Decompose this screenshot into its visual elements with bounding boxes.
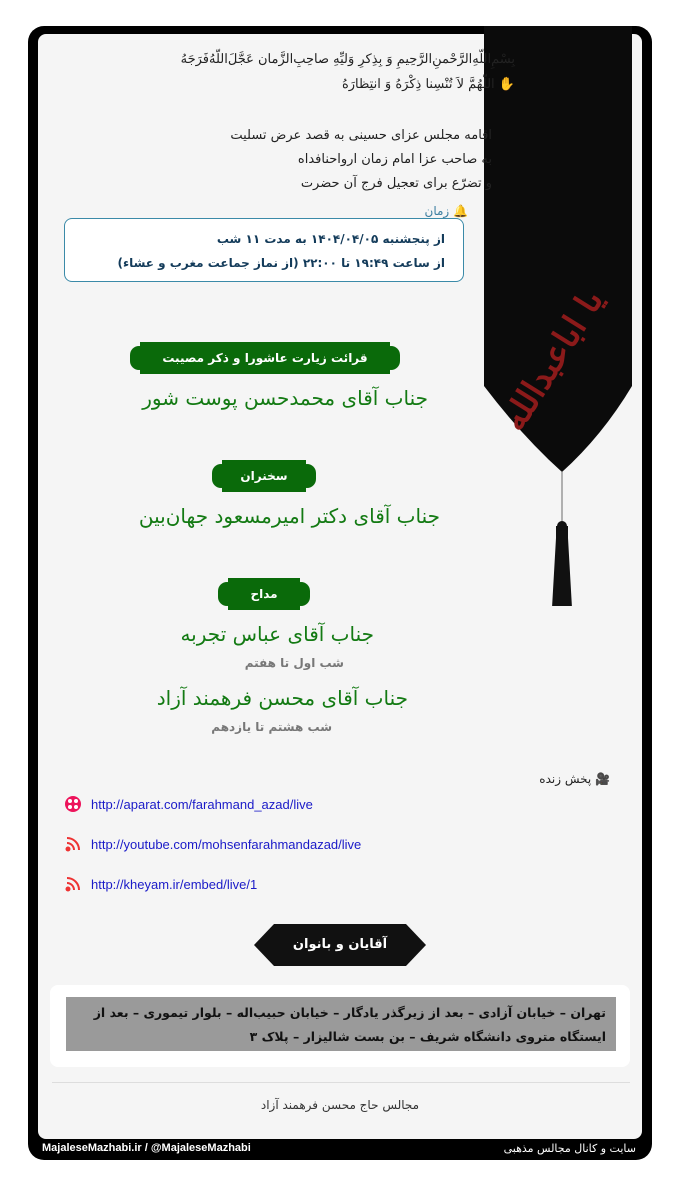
footer-title: مجالس حاج محسن فرهمند آزاد bbox=[260, 1098, 420, 1112]
black-flag-icon bbox=[484, 26, 634, 606]
ziarat-banner: قرائت زیارت عاشورا و ذکر مصیبت bbox=[140, 342, 390, 374]
live-title bbox=[539, 772, 610, 786]
prayer-line: اللّهُمَّ لاَ تُنْسِنا ذِکْرَهُ وَ انتِظارَهُ bbox=[341, 77, 495, 92]
live-link-kheyam bbox=[64, 874, 257, 894]
broadcast-icon bbox=[64, 875, 82, 893]
youtube-link[interactable]: http://youtube.com/mohsenfarahmandazad/live bbox=[91, 836, 362, 852]
footer-divider bbox=[52, 1082, 630, 1083]
aparat-link[interactable]: http://aparat.com/farahmand_azad/live bbox=[91, 796, 313, 812]
kheyam-link[interactable]: http://kheyam.ir/embed/live/1 bbox=[91, 876, 258, 892]
camera-icon: 🎥 bbox=[595, 772, 610, 786]
live-title-text: پخش زنده bbox=[539, 772, 592, 786]
address-text: تهران – خیابان آزادی – بعد از زیرگذر یادگار – خیابان حبیب‌اله – بلوار تیموری – بعد از ایستگاه متروی دانشگاه شریف – بن بست شالیزار – پلاک ۳ bbox=[66, 997, 616, 1051]
time-line-2: از ساعت ۱۹:۴۹ تا ۲۲:۰۰ (از نماز جماعت مغرب و عشاء) bbox=[117, 256, 445, 270]
intro-line-1: اقامه مجلس عزای حسینی به قصد عرض تسلیت bbox=[230, 128, 492, 143]
audience-badge bbox=[254, 924, 426, 966]
time-line-1: از پنجشنبه ۱۴۰۴/۰۴/۰۵ به مدت ۱۱ شب bbox=[216, 232, 445, 246]
live-link-youtube bbox=[64, 834, 361, 854]
speaker-banner: سخنران bbox=[222, 460, 306, 492]
time-label-text: زمان bbox=[424, 204, 450, 218]
intro-line-3: و تضرّع برای تعجیل فرج آن حضرت bbox=[300, 176, 492, 191]
site-handle: MajaleseMazhabi.ir / @MajaleseMazhabi bbox=[42, 1142, 251, 1154]
ziarat-reciter-name: جناب آقای محمدحسن پوست شور bbox=[142, 386, 428, 410]
flag-calligraphy: یا اباعبدالله bbox=[493, 282, 612, 439]
time-label bbox=[425, 204, 468, 218]
time-box bbox=[64, 218, 464, 282]
maddah-2-nights: شب هشتم تا یازدهم bbox=[211, 720, 332, 734]
speaker-name: جناب آقای دکتر امیرمسعود جهان‌بین bbox=[138, 504, 440, 528]
maddah-1-name: جناب آقای عباس تجربه bbox=[180, 622, 374, 646]
bell-icon: 🔔 bbox=[453, 204, 468, 218]
intro-line-2: به صاحب عزا امام زمان ارواحنافداه bbox=[297, 152, 492, 167]
broadcast-icon bbox=[64, 835, 82, 853]
intro-text bbox=[162, 124, 492, 196]
hands-icon: ✋ bbox=[498, 77, 515, 92]
site-caption: سایت و کانال مجالس مذهبی bbox=[503, 1142, 636, 1155]
live-link-aparat bbox=[64, 794, 313, 814]
address-box bbox=[50, 985, 630, 1067]
prayer-text bbox=[342, 77, 515, 92]
audience-text: آقایان و بانوان bbox=[292, 937, 388, 952]
aparat-icon bbox=[64, 795, 82, 813]
maddah-2-name: جناب آقای محسن فرهمند آزاد bbox=[156, 686, 408, 710]
bismillah-text: بِسْمِ‌اللّهِ‌الرَّحْمنِ‌الرَّحِيمِ وَ بِذِکرِ وَلیِّهِ صاحِبِ‌الزَّمان عَجَّلَ‌اللّهُ‌فَرَجَهُ bbox=[180, 52, 515, 67]
maddah-banner: مداح bbox=[228, 578, 300, 610]
maddah-1-nights: شب اول تا هفتم bbox=[244, 656, 344, 670]
